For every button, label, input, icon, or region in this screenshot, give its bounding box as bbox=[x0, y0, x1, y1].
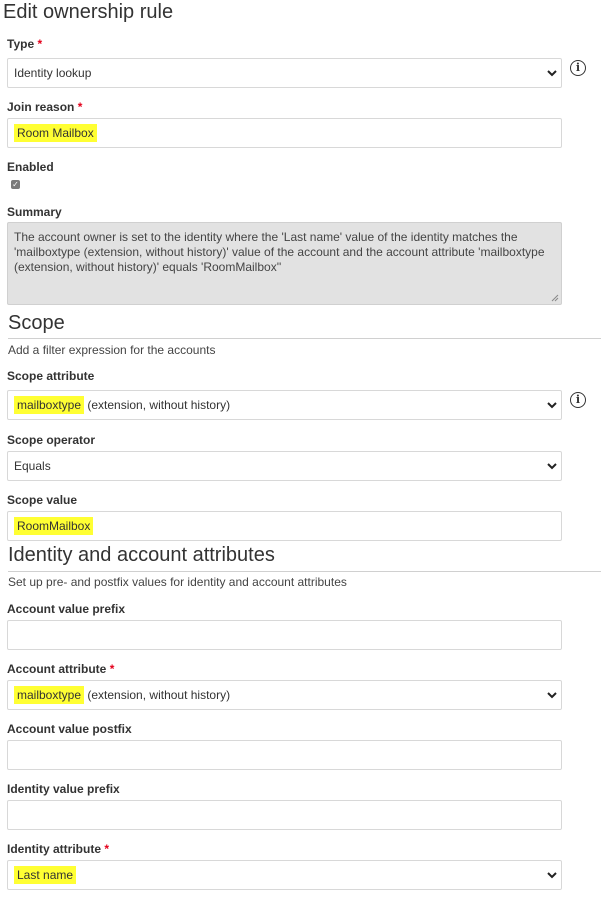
identity-attribute-value: Last name bbox=[14, 866, 76, 884]
scope-operator-value: Equals bbox=[14, 459, 51, 473]
account-attribute-value-rest: (extension, without history) bbox=[84, 688, 231, 702]
chevron-down-icon bbox=[547, 402, 557, 409]
type-label bbox=[7, 37, 42, 51]
page-title: Edit ownership rule bbox=[3, 1, 174, 23]
attributes-subtitle: Set up pre- and postfix values for identity and account attributes bbox=[8, 575, 347, 589]
summary-label: Summary bbox=[7, 205, 62, 219]
type-select-value: Identity lookup bbox=[14, 66, 92, 80]
scope-attribute-value-rest: (extension, without history) bbox=[84, 398, 231, 412]
join-reason-label bbox=[7, 100, 82, 114]
required-mark: * bbox=[77, 100, 83, 114]
join-reason-input[interactable] bbox=[7, 118, 562, 148]
scope-value-label: Scope value bbox=[7, 493, 78, 507]
required-mark: * bbox=[109, 662, 115, 676]
divider bbox=[8, 571, 601, 572]
scope-value-input[interactable] bbox=[7, 511, 562, 541]
enabled-label: Enabled bbox=[7, 160, 54, 174]
account-attribute-label-text: Account attribute bbox=[7, 662, 107, 676]
account-postfix-label: Account value postfix bbox=[7, 722, 132, 736]
scope-attribute-value: mailboxtype bbox=[14, 396, 84, 414]
identity-attribute-label bbox=[7, 842, 109, 856]
required-mark: * bbox=[37, 37, 43, 51]
chevron-down-icon bbox=[547, 463, 557, 470]
summary-textarea bbox=[7, 222, 562, 305]
identity-prefix-label: Identity value prefix bbox=[7, 782, 120, 796]
scope-operator-select[interactable] bbox=[7, 451, 562, 481]
account-postfix-input[interactable] bbox=[7, 740, 562, 770]
account-attribute-select[interactable] bbox=[7, 680, 562, 710]
account-prefix-input[interactable] bbox=[7, 620, 562, 650]
account-attribute-value: mailboxtype bbox=[14, 686, 84, 704]
scope-subtitle: Add a filter expression for the accounts bbox=[8, 343, 216, 357]
required-mark: * bbox=[104, 842, 110, 856]
join-reason-value: Room Mailbox bbox=[14, 124, 97, 142]
scope-attribute-label: Scope attribute bbox=[7, 369, 95, 383]
chevron-down-icon bbox=[547, 872, 557, 879]
chevron-down-icon bbox=[547, 70, 557, 77]
attributes-section-title: Identity and account attributes bbox=[8, 544, 275, 566]
chevron-down-icon bbox=[547, 692, 557, 699]
identity-prefix-input[interactable] bbox=[7, 800, 562, 830]
account-attribute-label bbox=[7, 662, 114, 676]
identity-attribute-label-text: Identity attribute bbox=[7, 842, 102, 856]
info-icon[interactable]: i bbox=[570, 60, 586, 76]
divider bbox=[8, 338, 601, 339]
scope-operator-label: Scope operator bbox=[7, 433, 96, 447]
enabled-checkbox[interactable]: ✓ bbox=[12, 180, 19, 189]
info-icon[interactable]: i bbox=[570, 392, 586, 408]
scope-attribute-select[interactable] bbox=[7, 390, 562, 420]
account-prefix-label: Account value prefix bbox=[7, 602, 126, 616]
identity-attribute-select[interactable] bbox=[7, 860, 562, 890]
join-reason-label-text: Join reason bbox=[7, 100, 75, 114]
resize-handle-icon[interactable] bbox=[551, 294, 559, 302]
scope-section-title: Scope bbox=[8, 312, 65, 334]
type-label-text: Type bbox=[7, 37, 35, 51]
type-select[interactable] bbox=[7, 58, 562, 88]
scope-value-value: RoomMailbox bbox=[14, 517, 93, 535]
summary-text: The account owner is set to the identity where the 'Last name' value of the identity matches the 'mailboxtype (extension, without history)' value of the account and the account attribute 'mailboxtype (extension, without history)' equals 'RoomMailbox'' bbox=[14, 230, 545, 274]
